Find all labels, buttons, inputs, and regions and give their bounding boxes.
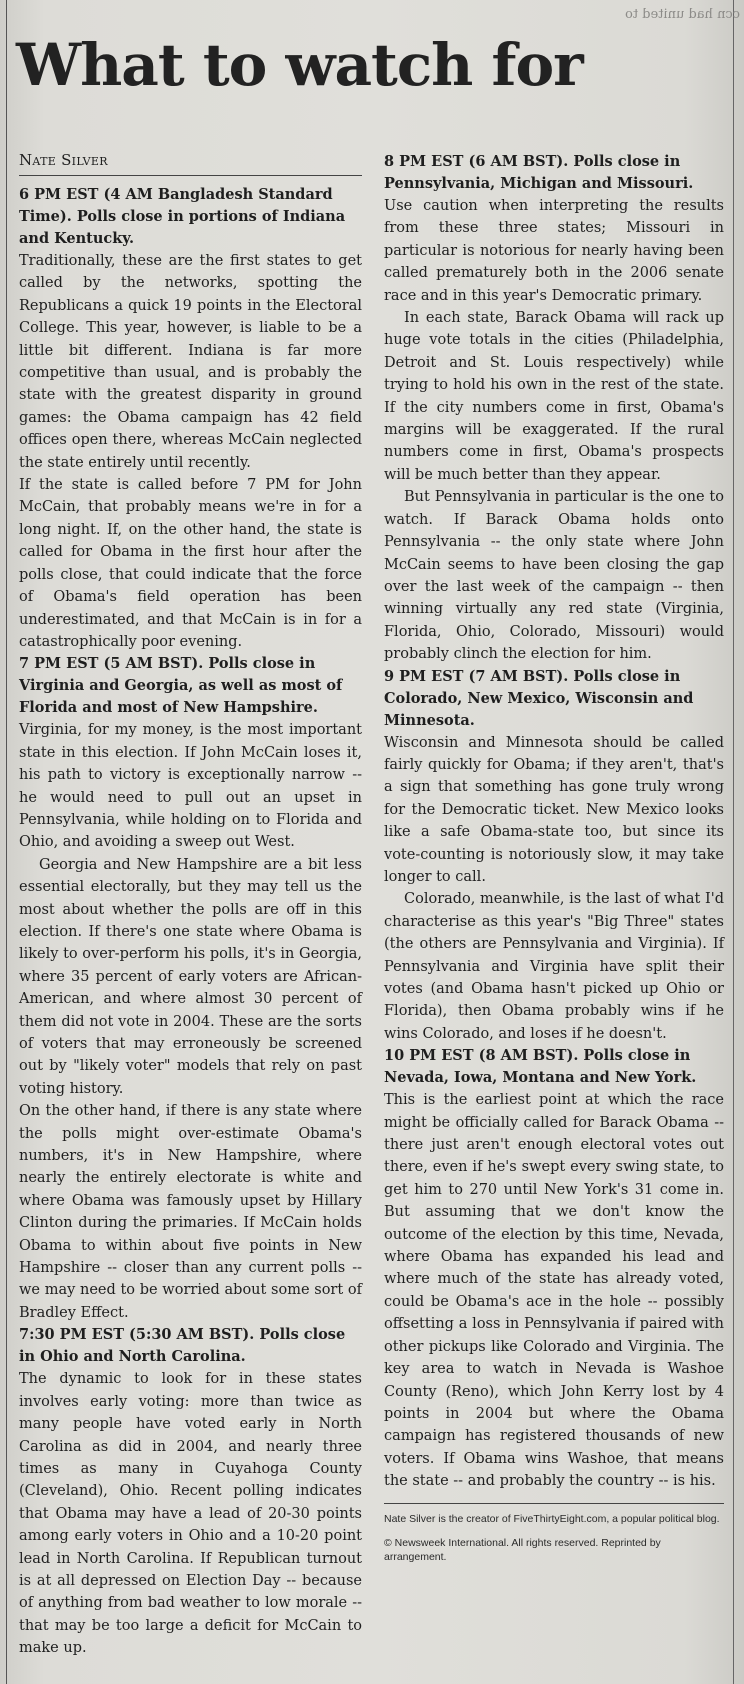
headline: What to watch for	[16, 31, 583, 99]
paragraph-indiana: Traditionally, these are the first states to get called by the networks, spotting the Republicans a quick 19 points in the Electoral College. This year, however, is liable to be a little bit different. Indiana is far more competitive than usual, and is probably the state with the greatest disparity in ground games: the Obama campaign has 42 field offices open there, whereas McCain neglected the state entirely until recently.	[19, 253, 362, 471]
paragraph-nevada: This is the earliest point at which the race might be officially called for Barack Obama -- there just aren't enough electoral votes out there, even if he's swept every swing state, to get him to 270 until New York's 31 come in. But assuming that we don't know the outcome of the election by this time, Nevada, where Obama has expanded his lead and where much of the state has already voted, could be Obama's ace in the hole -- possibly offsetting a loss in Pennsylvania if paired with other pickups like Colorado and Virginia. The key area to watch in Nevada is Washoe County (Reno), which John Kerry lost by 4 points in 2004 but where the Obama campaign has registered thousands of new voters. If Obama wins Washoe, that means the state -- and probably the country -- is his.	[384, 1092, 724, 1490]
paragraph-cities: In each state, Barack Obama will rack up huge vote totals in the cities (Philadelphia, Detroit and St. Louis respectively) while trying to hold his own in the rest of the state. If the city numbers come in first, Obama's margins will be exaggerated. If the rural numbers come in first, Obama's prospects will be much better than they appear.	[384, 310, 724, 483]
subhead-6pm: 6 PM EST (4 AM Bangladesh Standard Time). Polls close in portions of Indiana and Kentucky.	[19, 186, 346, 247]
endnote-divider	[384, 1503, 724, 1504]
left-column-rule	[6, 0, 7, 1684]
show-through-text: ccn had united to	[625, 7, 740, 22]
author-note: Nate Silver is the creator of FiveThirtyEight.com, a popular political blog.	[384, 1512, 720, 1525]
right-column-rule	[733, 0, 734, 1684]
right-column	[384, 151, 724, 1564]
paragraph-virginia: Virginia, for my money, is the most important state in this election. If John McCain loses it, his path to victory is exceptionally narrow -- he would need to pull out an upset in Pennsylvania, while holding on to Florida and Ohio, and avoiding a sweep out West.	[19, 722, 362, 851]
subhead-7pm: 7 PM EST (5 AM BST). Polls close in Virginia and Georgia, as well as most of Florida and most of New Hampshire.	[19, 655, 343, 717]
byline: Nate Silver	[19, 151, 362, 176]
subhead-9pm: 9 PM EST (7 AM BST). Polls close in Colorado, New Mexico, Wisconsin and Minnesota.	[384, 667, 694, 729]
paragraph-wisconsin: Wisconsin and Minnesota should be called fairly quickly for Obama; if they aren't, that's a sign that something has gone truly wrong for the Democratic ticket. New Mexico looks like a safe Obama-state too, but since its vote-counting is notoriously slow, it may take longer to call.	[384, 734, 724, 885]
paragraph-colorado: Colorado, meanwhile, is the last of what I'd characterise as this year's "Big Three" states (the others are Pennsylvania and Virginia). If Pennsylvania and Virginia have split their votes (and Obama hasn't picked up Ohio or Florida), then Obama probably wins if he wins Colorado, and loses if he doesn't.	[384, 891, 724, 1042]
paragraph-caution: Use caution when interpreting the results from these three states; Missouri in particular is notorious for nearly having been called prematurely both in the 2006 senate race and in this year's Democratic primary.	[384, 198, 724, 304]
subhead-8pm: 8 PM EST (6 AM BST). Polls close in Pennsylvania, Michigan and Missouri.	[384, 153, 694, 192]
paragraph-georgia: Georgia and New Hampshire are a bit less essential electorally, but they may tell us the most about whether the polls are off in this election. If there's one state where Obama is likely to over-perform his polls, it's in Georgia, where 35 percent of early voters are African-American, and where almost 30 percent of them did not vote in 2004. These are the sorts of voters that may erroneously be screened out by "likely voter" models that rely on past voting history.	[19, 856, 362, 1097]
paragraph-new-hampshire: On the other hand, if there is any state where the polls might over-estimate Obama's numbers, it's in New Hampshire, where nearly the entirely electorate is white and where Obama was famously upset by Hillary Clinton during the primaries. If McCain holds Obama to within about five points in New Hampshire -- closer than any current polls --we may need to be worried about some sort of Bradley Effect.	[19, 1103, 362, 1321]
copyright-note: © Newsweek International. All rights reserved. Reprinted by arrangement.	[384, 1536, 661, 1563]
subhead-10pm: 10 PM EST (8 AM BST). Polls close in Nevada, Iowa, Montana and New York.	[384, 1047, 697, 1087]
paragraph-pennsylvania: But Pennsylvania in particular is the one to watch. If Barack Obama holds onto Pennsylvania -- the only state where John McCain seems to have been closing the gap over the last week of the campaign -- then winning virtually any red state (Virginia, Florida, Ohio, Colorado, Missouri) would probably clinch the election for him.	[384, 489, 724, 663]
left-column	[19, 151, 362, 1660]
paragraph-early-voting: The dynamic to look for in these states involves early voting: more than twice as many people have voted early in North Carolina as did in 2004, and nearly three times as many in Cuyahoga County (Cleveland), Ohio. Recent polling indicates that Obama may have a lead of 20-30 points among early voters in Ohio and a 10-20 point lead in North Carolina. If Republican turnout is at all depressed on Election Day -- because of anything from bad weather to low morale -- that may be too large a deficit for McCain to make up.	[19, 1371, 362, 1657]
subhead-730pm: 7:30 PM EST (5:30 AM BST). Polls close in Ohio and North Carolina.	[19, 1326, 346, 1366]
paragraph-indiana-called: If the state is called before 7 PM for John McCain, that probably means we're in for a long night. If, on the other hand, the state is called for Obama in the first hour after the polls close, that could indicate that the force of Obama's field operation has been underestimated, and that McCain is in for a catastrophically poor evening.	[19, 477, 362, 650]
